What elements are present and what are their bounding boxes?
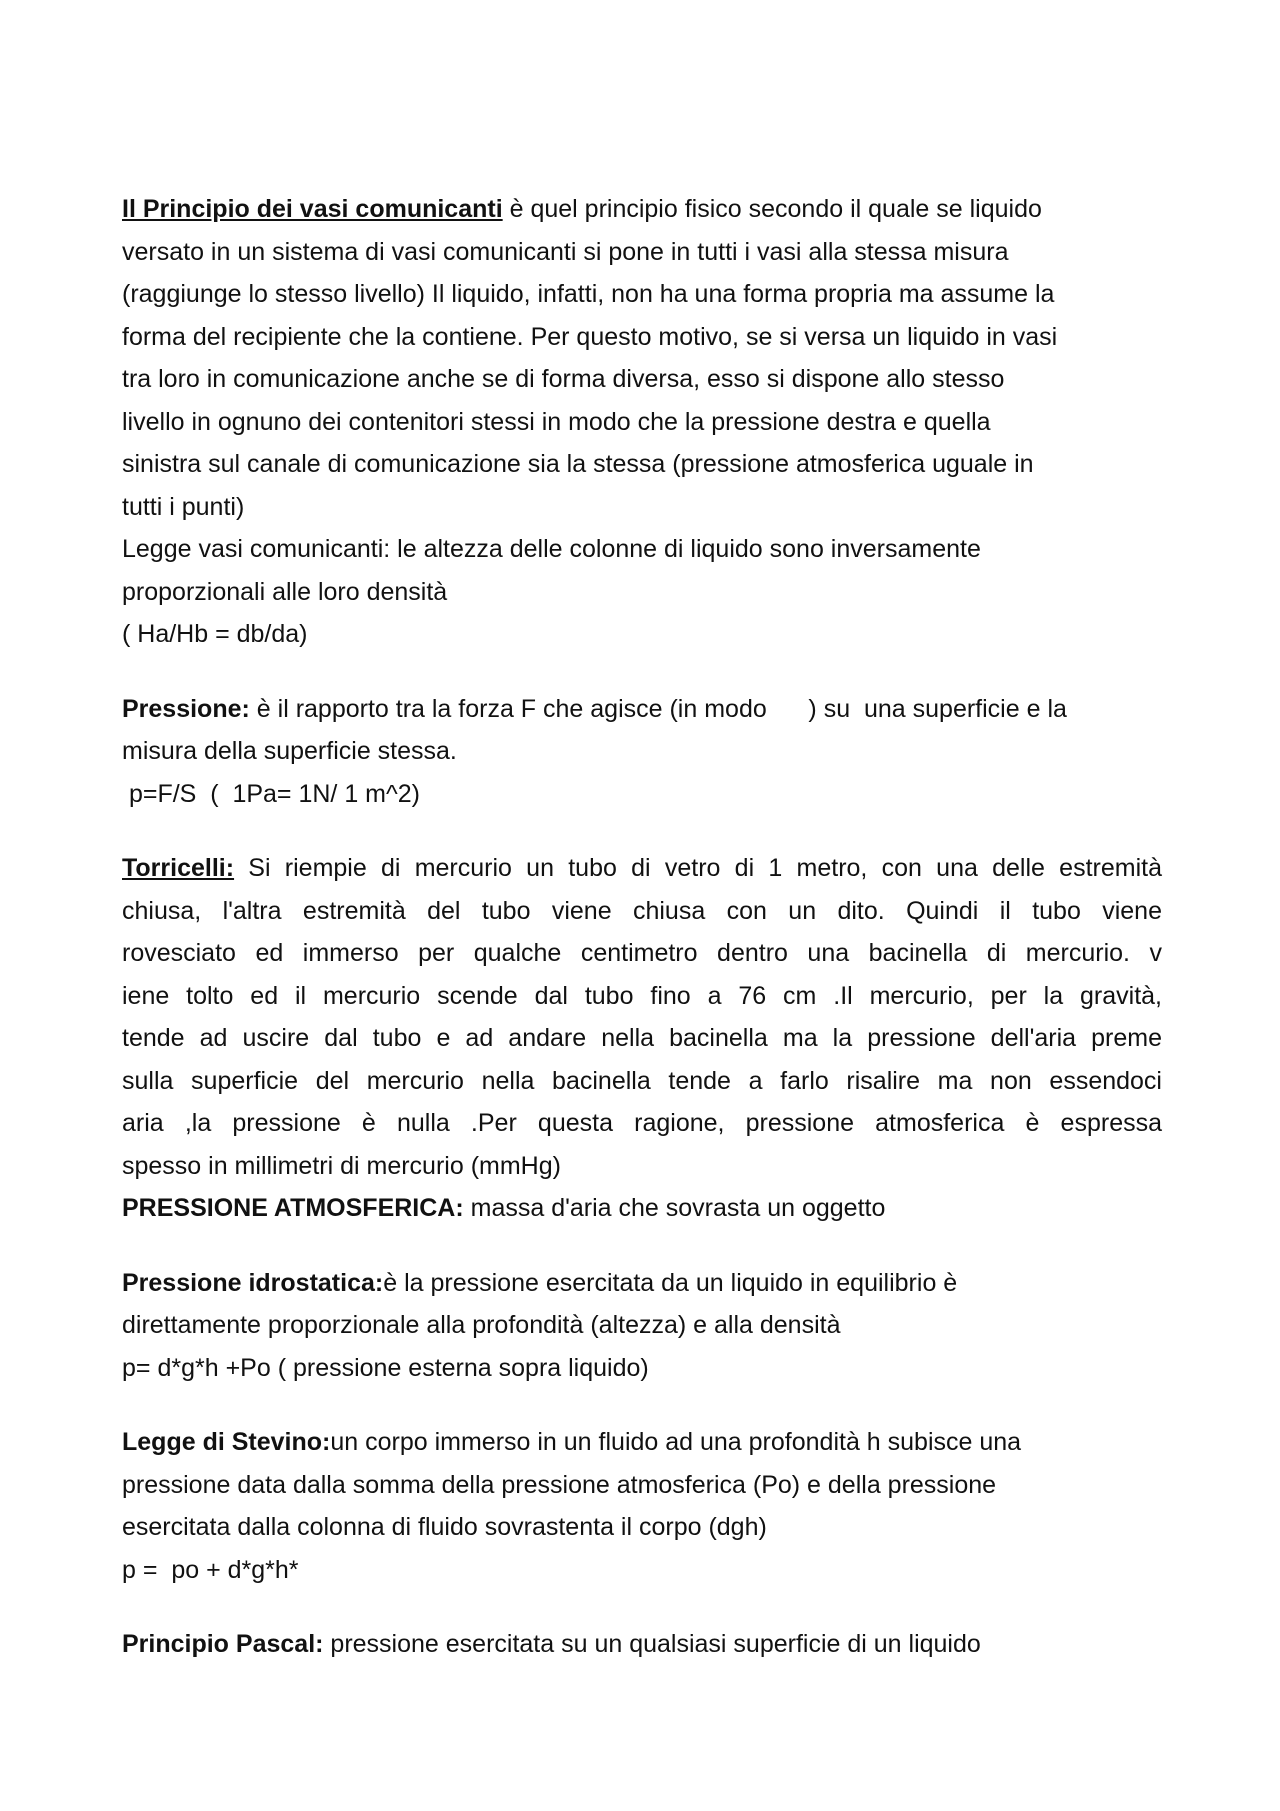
formula-line: p=F/S ( 1Pa= 1N/ 1 m^2): [122, 779, 420, 808]
section-heading: Il Principio dei vasi comunicanti: [122, 195, 503, 223]
section-vasi-comunicanti: [122, 188, 1162, 656]
text-line: Torricelli: Si riempie di mercurio un tubo di vetro di 1 metro, con una delle estremità: [122, 854, 1162, 882]
text-line: chiusa, l'altra estremità del tubo viene chiusa con un dito. Quindi il tubo viene: [122, 896, 1162, 925]
text-line: aria ,la pressione è nulla .Per questa ragione, pressione atmosferica è espressa: [122, 1109, 1162, 1137]
text-line: livello in ognuno dei contenitori stessi in modo che la pressione destra e quella: [122, 407, 991, 436]
text-line: spesso in millimetri di mercurio (mmHg): [122, 1151, 561, 1180]
text-line: Il Principio dei vasi comunicanti è quel principio fisico secondo il quale se liquido: [122, 195, 1042, 223]
section-pressione: [122, 688, 1162, 816]
text-line: rovesciato ed immerso per qualche centimetro dentro una bacinella di mercurio. v: [122, 939, 1162, 967]
text-line: sinistra sul canale di comunicazione sia la stessa (pressione atmosferica uguale in: [122, 450, 1034, 478]
text-line: Legge di Stevino:un corpo immerso in un fluido ad una profondità h subisce una: [122, 1428, 1022, 1456]
text-line: iene tolto ed il mercurio scende dal tubo fino a 76 cm .Il mercurio, per la gravità,: [122, 981, 1162, 1010]
formula-line: p= d*g*h +Po ( pressione esterna sopra liquido): [122, 1353, 649, 1382]
section-heading: Pressione:: [122, 694, 250, 723]
text-line: esercitata dalla colonna di fluido sovrastenta il corpo (dgh): [122, 1513, 767, 1541]
paragraph-gap: [122, 1591, 1162, 1623]
section-torricelli: [122, 847, 1162, 1230]
section-heading: Torricelli:: [122, 854, 235, 882]
document-body: [122, 188, 1162, 1666]
formula-line: p = po + d*g*h*: [122, 1555, 299, 1584]
text-line: tende ad uscire dal tubo e ad andare nella bacinella ma la pressione dell'aria preme: [122, 1024, 1162, 1052]
text-line: direttamente proporzionale alla profondità (altezza) e alla densità: [122, 1311, 841, 1339]
text-line: misura della superficie stessa.: [122, 737, 457, 765]
text-line: tutti i punti): [122, 492, 245, 521]
formula-line: ( Ha/Hb = db/da): [122, 620, 308, 648]
paragraph-gap: [122, 656, 1162, 688]
text-line: tra loro in comunicazione anche se di forma diversa, esso si dispone allo stesso: [122, 365, 1005, 393]
text-line: Legge vasi comunicanti: le altezza delle colonne di liquido sono inversamente: [122, 535, 981, 563]
text-line: (raggiunge lo stesso livello) Il liquido, infatti, non ha una forma propria ma assume la: [122, 280, 1055, 308]
paragraph-gap: [122, 1389, 1162, 1421]
text-line: Pressione idrostatica:è la pressione esercitata da un liquido in equilibrio è: [122, 1268, 958, 1297]
paragraph-gap: [122, 815, 1162, 847]
text-line: versato in un sistema di vasi comunicanti si pone in tutti i vasi alla stessa misura: [122, 237, 1009, 266]
section-heading: Pressione idrostatica:: [122, 1268, 384, 1297]
text-line: forma del recipiente che la contiene. Per questo motivo, se si versa un liquido in vasi: [122, 322, 1058, 351]
text-line: proporzionali alle loro densità: [122, 577, 448, 606]
section-pressione-idrostatica: [122, 1262, 1162, 1390]
definition-heading: PRESSIONE ATMOSFERICA:: [122, 1194, 464, 1222]
text-line: PRESSIONE ATMOSFERICA: massa d'aria che sovrasta un oggetto: [122, 1194, 886, 1222]
text-line: Pressione: è il rapporto tra la forza F che agisce (in modo ) su una superficie e la: [122, 694, 1067, 723]
section-legge-stevino: [122, 1421, 1162, 1591]
section-heading: Principio Pascal:: [122, 1630, 324, 1658]
text-line: sulla superficie del mercurio nella bacinella tende a farlo risalire ma non essendoci: [122, 1066, 1162, 1095]
paragraph-gap: [122, 1230, 1162, 1262]
section-principio-pascal: [122, 1623, 1162, 1666]
text-line: Principio Pascal: pressione esercitata su un qualsiasi superficie di un liquido: [122, 1630, 981, 1658]
text-line: pressione data dalla somma della pressione atmosferica (Po) e della pressione: [122, 1470, 997, 1499]
section-heading: Legge di Stevino:: [122, 1428, 331, 1456]
